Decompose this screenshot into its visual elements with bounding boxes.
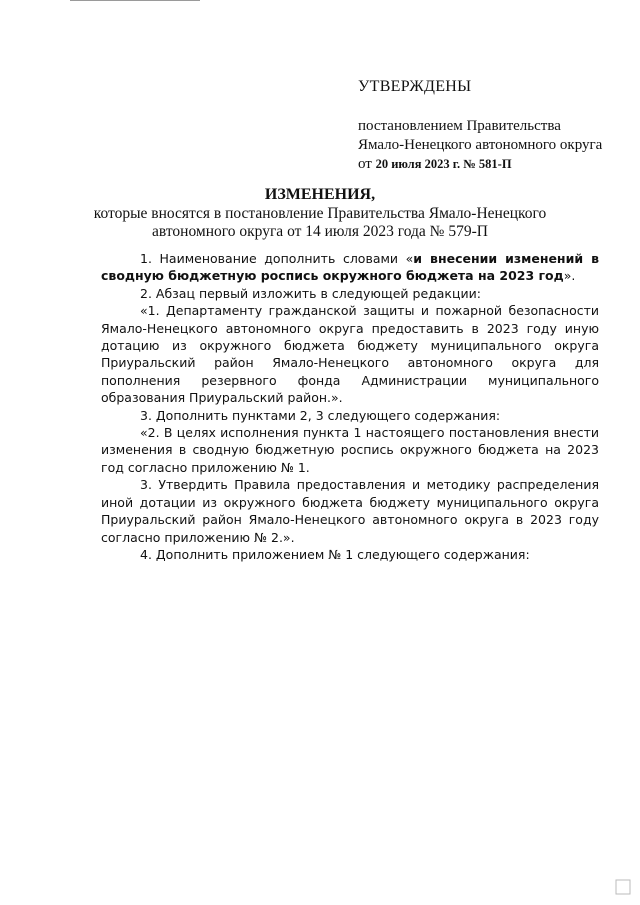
- paragraph-1-start: 1. Наименование дополнить словами «: [140, 251, 414, 266]
- paragraph-1-end: ».: [563, 268, 576, 284]
- paragraph-5: «2. В целях исполнения пункта 1 настоящего постановления внести изменения в сводную бюджетную роспись окружного бюджета на 2023 год согласно приложению № 1.: [101, 425, 599, 475]
- approval-date: [358, 155, 618, 174]
- approval-line-2: Ямало-Ненецкого автономного округа: [358, 137, 603, 153]
- approval-line-1: постановлением Правительства: [358, 118, 561, 134]
- approval-title: УТВЕРЖДЕНЫ: [358, 78, 472, 95]
- document-title: ИЗМЕНЕНИЯ,: [264, 186, 376, 203]
- subtitle-line-2: автономного округа от 14 июля 2023 года № 579-П: [152, 223, 488, 240]
- paragraph-7: 4. Дополнить приложением № 1 следующего содержания:: [140, 546, 530, 562]
- document-body: [101, 250, 599, 563]
- paragraph-3: «1. Департаменту гражданской защиты и пожарной безопасности Ямало-Ненецкого автономного округа предоставить в 2023 году иную дотацию из окружного бюджета бюджету муниципального округа Приуральский район Ямало-Ненецкого автономного округа для пополнения резервного фонда Администрации муниципального образования Приуральский район.».: [101, 303, 599, 406]
- paragraph-4: 3. Дополнить пунктами 2, 3 следующего содержания:: [140, 407, 501, 423]
- paragraph-1: [101, 250, 599, 285]
- approval-date-value: 20 июля 2023 г. № 581-П: [375, 157, 512, 171]
- paragraph-2: 2. Абзац первый изложить в следующей редакции:: [140, 285, 481, 301]
- corner-mark: [613, 877, 633, 897]
- scan-edge-line: [70, 0, 200, 1]
- document-subtitle: [60, 205, 580, 241]
- approval-block: [358, 117, 618, 174]
- paragraph-6: 3. Утвердить Правила предоставления и методику распределения иной дотации из окружного бюджета бюджету муниципального округа Приуральский район Ямало-Ненецкого автономного округа в 2023 году согласно приложению № 2.».: [101, 477, 599, 545]
- paragraph-1-bold: и внесении изменений в сводную бюджетную роспись окружного бюджета на 2023 год: [101, 251, 599, 284]
- subtitle-line-1: которые вносятся в постановление Правительства Ямало-Ненецкого: [93, 205, 547, 222]
- approval-date-prefix: от: [358, 156, 372, 172]
